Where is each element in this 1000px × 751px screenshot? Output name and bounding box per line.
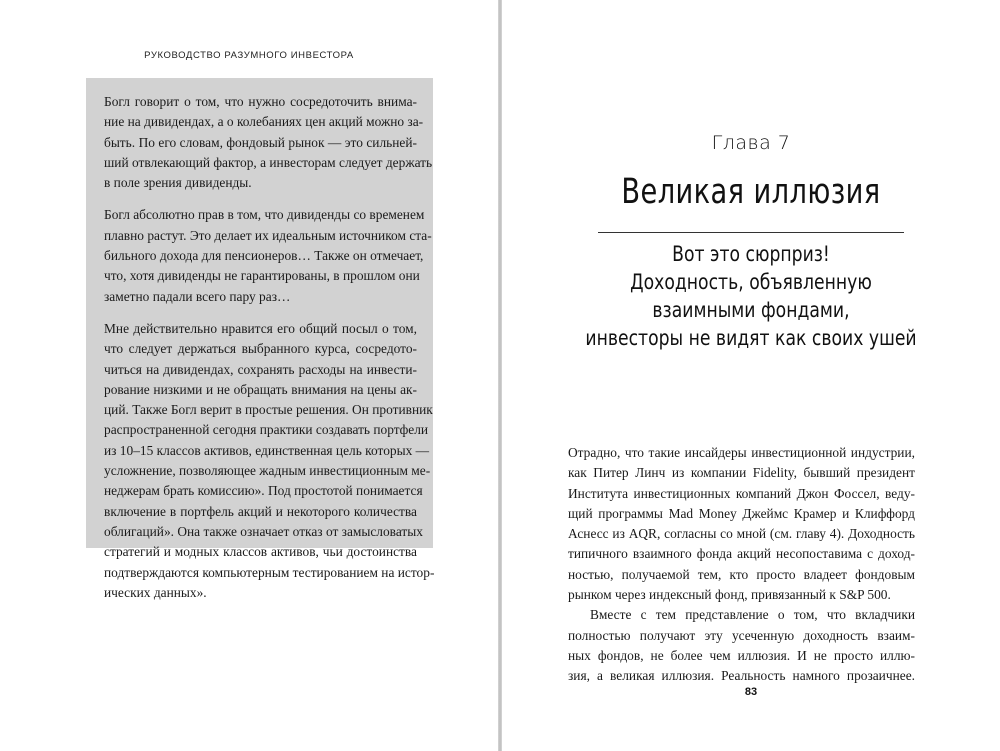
quote-line: распространенной сегодня практики создавать портфели xyxy=(104,422,429,438)
quote-line: Богл говорит о том, что нужно сосредоточить внима- xyxy=(104,94,417,109)
quote-paragraph-1 xyxy=(104,92,433,193)
body-line: ностью, получаемой тем, кто просто владеет фондовым xyxy=(568,566,915,582)
quote-line: стратегий и модных классов активов, чьи достоинства xyxy=(104,544,417,560)
title-rule xyxy=(598,232,904,233)
body-line: щий программы Mad Money Джеймс Крамер и Клиффорд xyxy=(568,505,915,521)
body-line: Отрадно, что такие инсайдеры инвестиционной индустрии, xyxy=(568,445,915,460)
quote-paragraph-2 xyxy=(104,205,432,306)
quote-line: из 10–15 классов активов, единственная цель которых — xyxy=(104,442,430,458)
quote-line: ических данных». xyxy=(104,584,207,600)
quote-line: что следует держаться выбранного курса, сосредото- xyxy=(104,341,417,357)
quote-line: ние на дивидендах, а о колебаниях цен акций можно за- xyxy=(104,114,424,130)
quote-line: Мне действительно нравится его общий посыл о том, xyxy=(104,320,417,336)
quote-line: плавно растут. Это делает их идеальным источником ста- xyxy=(104,227,432,243)
running-head: РУКОВОДСТВО РАЗУМНОГО ИНВЕСТОРА xyxy=(144,50,354,61)
quote-line: подтверждаются компьютерным тестированием на истор- xyxy=(104,564,435,580)
body-line: Института инвестиционных компаний Джон Фоссел, веду- xyxy=(568,485,915,501)
body-line: как Питер Линч из компании Fidelity, бывший президент xyxy=(568,465,915,481)
chapter-subtitle xyxy=(502,240,1000,352)
quote-line: облигаций». Она также означает отказ от замысловатых xyxy=(104,523,423,539)
quote-line: читься на дивидендах, сохранять расходы на инвести- xyxy=(104,361,417,377)
chapter-label: Глава 7 xyxy=(711,132,791,154)
quote-line: быть. По его словам, фондовый рынок — это сильней- xyxy=(104,134,417,150)
right-page xyxy=(502,0,1000,751)
page-number: 83 xyxy=(744,686,758,698)
quote-line: бильного дохода для пенсионеров… Также он отмечает, xyxy=(104,248,424,264)
subtitle-line: взаимными фондами, xyxy=(652,298,850,322)
subtitle-line: Доходность, объявленную xyxy=(630,270,872,294)
quote-line: неджерам брать комиссию». Под простотой понимается xyxy=(104,483,423,499)
body-line: полностью получают эту усеченную доходность взаим- xyxy=(568,627,915,643)
body-paragraph-2 xyxy=(568,605,915,686)
quote-line: включение в портфель акций и некоторого количества xyxy=(104,503,417,519)
quote-line: Богл абсолютно прав в том, что дивиденды со временем xyxy=(104,207,425,223)
body-text xyxy=(568,443,915,687)
body-line: ных фондов, не более чем иллюзия. И не просто иллю- xyxy=(568,647,915,663)
quote-paragraph-3 xyxy=(104,319,435,603)
quote-line: что, хотя дивиденды не гарантированы, в прошлом они xyxy=(104,268,420,284)
quote-line: усложнение, позволяющее жадным инвестиционным ме- xyxy=(104,463,431,479)
quote-line: заметно падали всего пару раз… xyxy=(104,288,291,304)
body-paragraph-1 xyxy=(568,443,915,605)
chapter-title: Великая иллюзия xyxy=(621,172,881,212)
body-line: Вместе с тем представление о том, что вкладчики xyxy=(590,607,915,623)
quote-box xyxy=(86,78,435,600)
quote-line: ший отвлекающий фактор, а инвесторам следует держать xyxy=(104,154,433,170)
quote-line: в поле зрения дивиденды. xyxy=(104,175,252,191)
body-line: типичного взаимного фонда акций несопоставима с доход- xyxy=(568,546,915,562)
subtitle-line: Вот это сюрприз! xyxy=(672,242,830,266)
quote-line: рование низкими и не обращать внимания на цены ак- xyxy=(104,381,417,397)
quote-line: ций. Также Богл верит в простые решения. Он противник xyxy=(104,402,433,418)
left-page xyxy=(0,0,498,751)
body-line: рынком через индексный фонд, привязанный к S&P 500. xyxy=(568,587,891,603)
subtitle-line: инвесторы не видят как своих ушей xyxy=(585,326,917,350)
body-line: Аснесс из AQR, согласны со мной (см. главу 4). Доходность xyxy=(568,526,915,542)
body-line: зия, а великая иллюзия. Реальность намного прозаичнее. xyxy=(568,668,915,684)
